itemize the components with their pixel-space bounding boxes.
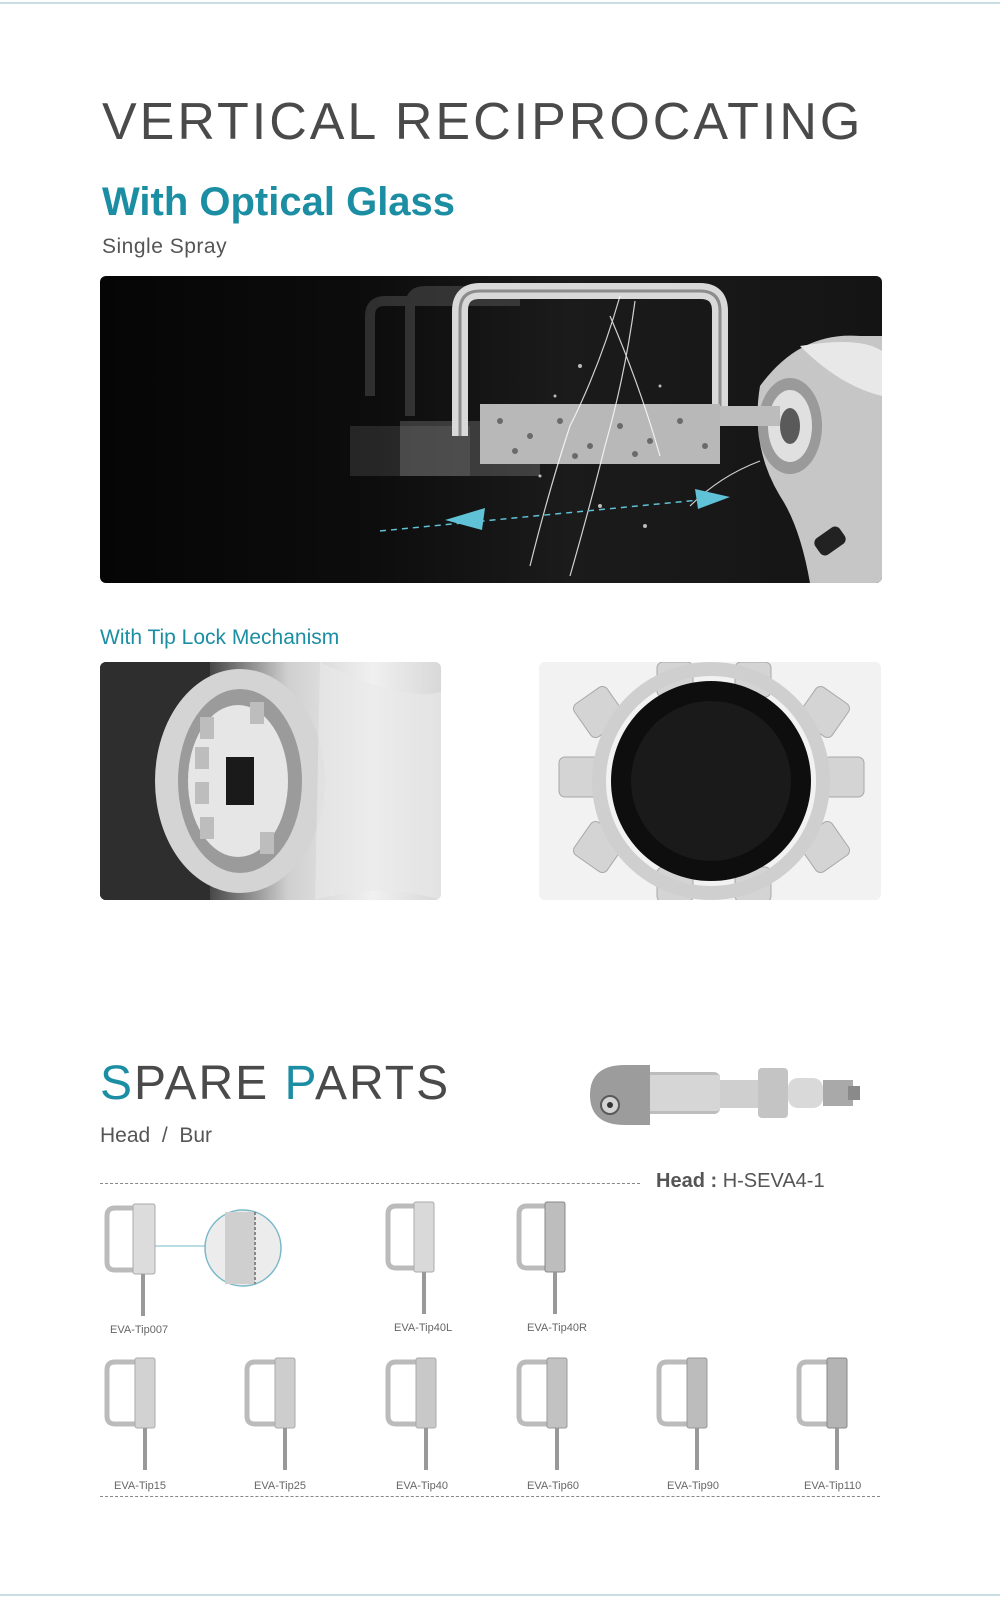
- spare-initial-p: P: [284, 1057, 315, 1110]
- tip-label: EVA-Tip60: [527, 1480, 579, 1492]
- headline: VERTICAL RECIPROCATING: [102, 93, 864, 151]
- tip-40: [384, 1354, 440, 1477]
- spare-initial-s: S: [100, 1057, 135, 1110]
- tip-label: EVA-Tip40: [396, 1480, 448, 1492]
- tip-007: [103, 1200, 159, 1323]
- tip-110: [795, 1354, 851, 1477]
- tip-label: EVA-Tip40R: [527, 1322, 587, 1334]
- tip-lock-label: With Tip Lock Mechanism: [100, 626, 340, 649]
- spare-divider-top: [100, 1183, 640, 1184]
- spare-rest-2: ARTS: [314, 1057, 451, 1110]
- head-code: [656, 1170, 825, 1193]
- tip-lock-side-photo: [100, 662, 441, 900]
- tip-label: EVA-Tip110: [804, 1480, 862, 1492]
- tip-40l: [384, 1198, 440, 1321]
- spare-divider-bottom: [100, 1496, 880, 1497]
- tip-label: EVA-Tip15: [114, 1480, 166, 1492]
- tip-25: [243, 1354, 299, 1477]
- tip-lock-front-photo: [539, 662, 881, 900]
- top-divider: [0, 2, 1000, 4]
- tip-label: EVA-Tip40L: [394, 1322, 453, 1334]
- hero-reciprocating-image: [100, 276, 882, 583]
- tip-15: [103, 1354, 159, 1477]
- tip-label: EVA-Tip25: [254, 1480, 306, 1492]
- zoom-leader-line: [150, 1244, 210, 1248]
- head-code-value: H-SEVA4-1: [722, 1170, 825, 1192]
- subheadline: With Optical Glass: [102, 180, 456, 224]
- spare-rest-1: PARE: [134, 1057, 285, 1110]
- head-code-label: Head :: [656, 1170, 718, 1192]
- tip-label: EVA-Tip007: [110, 1324, 169, 1336]
- tip-60: [515, 1354, 571, 1477]
- tip-zoom-detail: [203, 1208, 283, 1293]
- head-part-image: [580, 1050, 870, 1145]
- spare-parts-title: [100, 1056, 450, 1111]
- head-bur-label: Head / Bur: [100, 1124, 213, 1147]
- tip-40r: [515, 1198, 571, 1321]
- spray-label: Single Spray: [102, 235, 228, 258]
- tip-90: [655, 1354, 711, 1477]
- bottom-divider: [0, 1594, 1000, 1596]
- tip-label: EVA-Tip90: [667, 1480, 719, 1492]
